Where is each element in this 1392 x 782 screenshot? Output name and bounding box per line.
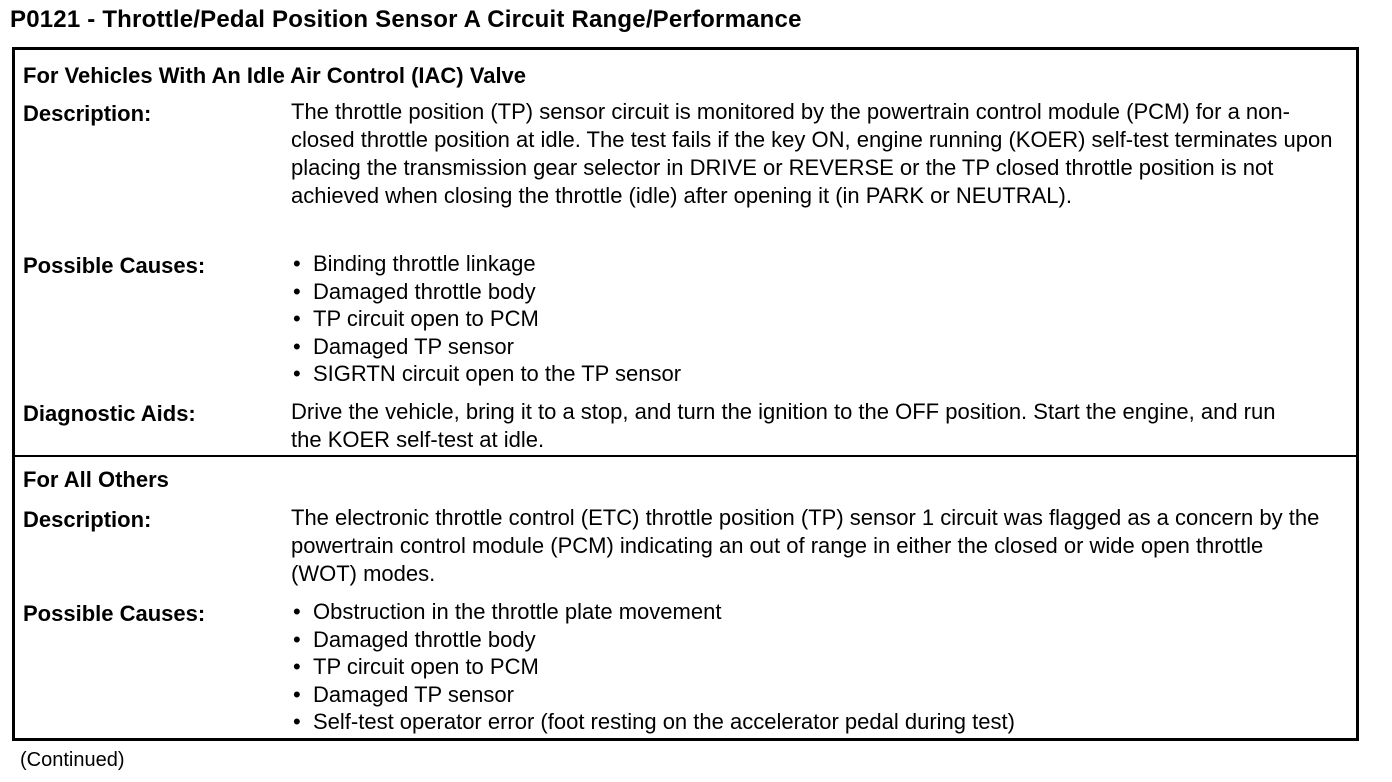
diagnostic-aids-text — [291, 398, 1291, 454]
possible-causes-label: Possible Causes: — [23, 601, 206, 626]
list-item: • Damaged throttle body — [293, 278, 536, 304]
possible-causes-list — [291, 250, 1351, 388]
page-title: P0121 - Throttle/Pedal Position Sensor A Circuit Range/Performance — [10, 6, 802, 33]
list-item: • Obstruction in the throttle plate movement — [293, 599, 722, 624]
bullet-icon: • — [293, 681, 301, 707]
list-item: • Self-test operator error (foot resting on the accelerator pedal during test) — [293, 709, 1015, 734]
section-heading-iac: For Vehicles With An Idle Air Control (IAC) Valve — [23, 63, 527, 88]
bullet-icon: • — [293, 709, 301, 734]
bullet-icon: • — [293, 361, 301, 386]
diagnostic-aids-label: Diagnostic Aids: — [23, 401, 196, 426]
bullet-icon: • — [293, 654, 301, 679]
description-text — [291, 504, 1331, 588]
bullet-icon: • — [293, 599, 301, 624]
continued-note: (Continued) — [20, 749, 125, 771]
bullet-icon: • — [293, 251, 301, 276]
diagnostic-aids-paragraph: Drive the vehicle, bring it to a stop, and turn the ignition to the OFF position. Start the engine, and run the KOER self-test at idle. — [291, 399, 1276, 452]
possible-causes-list — [291, 598, 1351, 736]
section-heading-others: For All Others — [23, 467, 169, 492]
section-divider — [15, 455, 1356, 457]
bullet-icon: • — [293, 333, 301, 359]
description-label: Description: — [23, 101, 152, 126]
list-item: • Damaged TP sensor — [293, 681, 514, 707]
list-item: • Damaged TP sensor — [293, 333, 514, 359]
bullet-icon: • — [293, 306, 301, 331]
list-item: • TP circuit open to PCM — [293, 654, 539, 679]
list-item: • SIGRTN circuit open to the TP sensor — [293, 361, 682, 386]
list-item: • Binding throttle linkage — [293, 251, 536, 276]
description-paragraph: The throttle position (TP) sensor circuit is monitored by the powertrain control module (PCM) for a non-closed throttle position at idle. The test fails if the key ON, engine running (KOER) self-test terminates upon placing the transmission gear selector in DRIVE or REVERSE or the TP closed throttle position is not achieved when closing the throttle (idle) after opening it (in PARK or NEUTRAL). — [291, 99, 1333, 208]
bullet-icon: • — [293, 626, 301, 652]
description-text — [291, 98, 1353, 210]
list-item: • TP circuit open to PCM — [293, 306, 539, 331]
description-paragraph: The electronic throttle control (ETC) throttle position (TP) sensor 1 circuit was flagged as a concern by the powertrain control module (PCM) indicating an out of range in either the closed or wide open throttle (WOT) modes. — [291, 505, 1320, 586]
dtc-table — [12, 47, 1359, 741]
list-item: • Damaged throttle body — [293, 626, 536, 652]
bullet-icon: • — [293, 278, 301, 304]
possible-causes-label: Possible Causes: — [23, 253, 206, 278]
description-label: Description: — [23, 507, 152, 532]
